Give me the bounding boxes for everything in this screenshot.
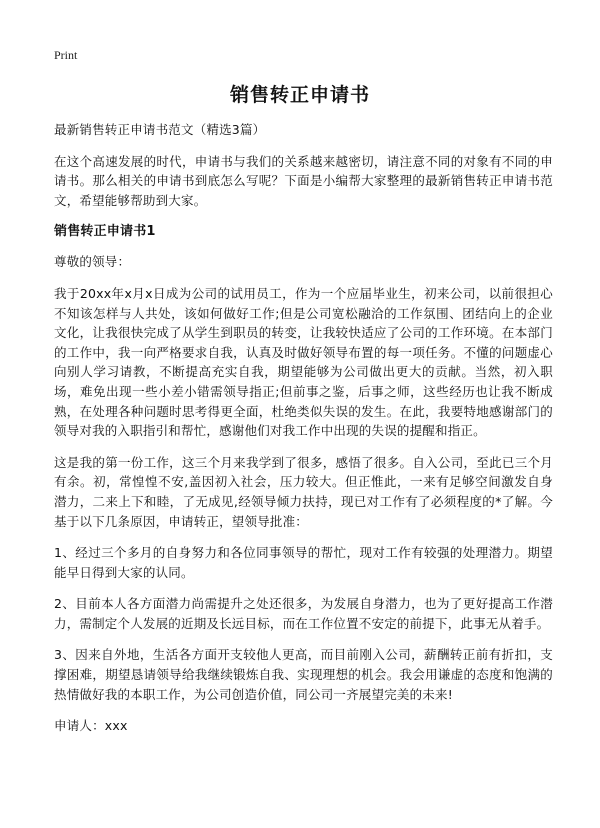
body-paragraph: 这是我的第一份工作，这三个月来我学到了很多，感悟了很多。自入公司，至此已三个月有余。初，常惶惶不安,盖因初入社会，压力较大。但正惟此，一来有足够空间激发自身潜力，二来上下和睦，了无成见,经领导倾力扶持，现已对工作有了必须程度的*了解。今基于以下几条原因，申请转正，望领导批准： (54, 454, 553, 529)
signature: 申请人：xxx (54, 718, 128, 734)
body-paragraph: 我于20xx年x月x日成为公司的试用员工，作为一个应届毕业生，初来公司，以前很担心不知该怎样与人共处，该如何做好工作;但是公司宽松融洽的工作氛围、团结向上的企业文化，让我很快完成了从学生到职员的转变，让我较快适应了公司的工作环境。在本部门的工作中，我一向严格要求自我，认真及时做好领导布置的每一项任务。不懂的问题虚心向别人学习请教，不断提高充实自我，期望能够为公司做出更大的贡献。当然，初入职场，难免出现一些小差小错需领导指正;但前事之鉴，后事之师，这些经历也让我不断成熟，在处理各种问题时思考得更全面，杜绝类似失误的发生。在此，我要特地感谢部门的领导对我的入职指引和帮忙，感谢他们对我工作中出现的失误的提醒和指正。 (54, 285, 553, 439)
document-body (54, 120, 553, 748)
intro-paragraph: 在这个高速发展的时代，申请书与我们的关系越来越密切，请注意不同的对象有不同的申请书。那么相关的申请书到底怎么写呢？下面是小编帮大家整理的最新销售转正申请书范文，希望能够帮助到大家。 (54, 153, 553, 208)
print-link[interactable]: Print (54, 48, 78, 62)
document-subtitle: 最新销售转正申请书范文（精选3篇） (54, 122, 266, 137)
section-heading: 销售转正申请书1 (54, 224, 156, 240)
salutation: 尊敬的领导： (54, 254, 131, 270)
list-item: 1、经过三个多月的自身努力和各位同事领导的帮忙，现对工作有较强的处理潜力。期望能早日得到大家的认同。 (54, 545, 553, 580)
list-item: 3、因来自外地，生活各方面开支较他人更高，而目前刚入公司，薪酬转正前有折扣，支撑困难，期望恳请领导给我继续锻炼自我、实现理想的机会。我会用谦虚的态度和饱满的热情做好我的本职工作，为公司创造价值，同公司一齐展望完美的未来! (54, 647, 553, 702)
document-title: 销售转正申请书 (229, 84, 370, 106)
list-item: 2、目前本人各方面潜力尚需提升之处还很多，为发展自身潜力，也为了更好提高工作潜力，需制定个人发展的近期及长远目标，而在工作位置不安定的前提下，此事无从着手。 (54, 596, 553, 631)
